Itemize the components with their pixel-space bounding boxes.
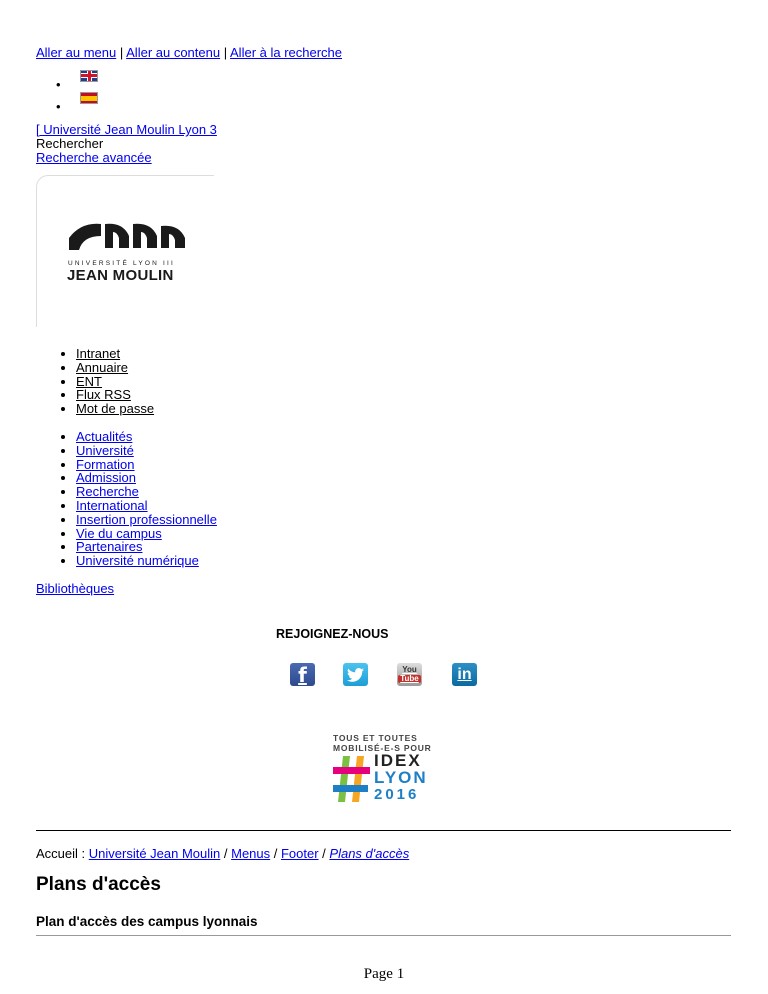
main-navigation (58, 430, 217, 568)
facebook-icon[interactable] (290, 663, 315, 686)
idex-year: 2016 (374, 786, 420, 803)
search-label: Rechercher (36, 136, 104, 151)
list-item (76, 375, 154, 389)
breadcrumb-item-footer[interactable]: Footer (280, 846, 319, 861)
breadcrumb-item-menus[interactable]: Menus (231, 846, 271, 861)
list-item (76, 540, 217, 554)
breadcrumb-separator: / (318, 846, 330, 861)
university-home-link[interactable]: [ Université Jean Moulin Lyon 3 (36, 122, 217, 137)
language-english-link[interactable] (80, 74, 98, 89)
idex-wordmark (374, 752, 428, 803)
youtube-text-top: You (402, 665, 417, 674)
list-item (76, 388, 154, 402)
twitter-bird-icon (347, 668, 364, 682)
idex-word: IDEX (374, 751, 422, 770)
breadcrumb-prefix: Accueil : (36, 846, 89, 861)
ent-link[interactable]: ENT (76, 373, 102, 389)
list-item (76, 361, 154, 375)
idex-tagline-line2: MOBILISÉ-E-S POUR (333, 743, 432, 753)
nav-training[interactable]: Formation (76, 456, 135, 472)
linkedin-icon[interactable] (452, 663, 477, 686)
list-item (76, 513, 217, 527)
idex-tagline (333, 733, 432, 753)
breadcrumb-separator: / (270, 846, 281, 861)
flag-uk-icon (80, 70, 98, 82)
page-title: Plans d'accès (36, 874, 161, 895)
list-item (76, 485, 217, 499)
nav-university[interactable]: Université (76, 442, 134, 458)
nav-career[interactable]: Insertion professionnelle (76, 511, 217, 527)
divider (36, 830, 731, 831)
list-item (76, 499, 217, 513)
list-item (76, 430, 217, 444)
idex-hashtag-icon (333, 754, 371, 804)
rss-feed-link[interactable]: Flux RSS (76, 387, 131, 403)
skip-to-content-link[interactable]: Aller au contenu (126, 45, 221, 60)
language-item-spanish (36, 96, 98, 118)
university-logo[interactable] (36, 175, 214, 327)
list-item (76, 402, 154, 416)
language-list (36, 74, 98, 118)
youtube-text-bottom: Tube (400, 674, 419, 683)
flag-es-icon (80, 92, 98, 104)
separator: | (119, 45, 124, 60)
nav-digital-university[interactable]: Université numérique (76, 553, 199, 569)
list-item (76, 471, 217, 485)
nav-campus-life[interactable]: Vie du campus (76, 525, 162, 541)
nav-news[interactable]: Actualités (76, 429, 133, 444)
list-item (76, 554, 217, 568)
list-item (76, 458, 217, 472)
password-link[interactable]: Mot de passe (76, 401, 155, 417)
logo-text-large: JEAN MOULIN (67, 267, 174, 284)
idex-tagline-line1: TOUS ET TOUTES (333, 733, 418, 743)
divider (36, 935, 731, 936)
nav-partners[interactable]: Partenaires (76, 539, 143, 555)
breadcrumb-current-label: Plans d'accès (329, 846, 410, 861)
libraries-link[interactable]: Bibliothèques (36, 581, 115, 596)
breadcrumb-separator: / (220, 846, 232, 861)
youtube-icon[interactable] (397, 663, 422, 686)
directory-link[interactable]: Annuaire (76, 359, 129, 375)
page-number: Page 1 (363, 966, 405, 982)
logo-arches-icon (67, 218, 187, 260)
nav-admission[interactable]: Admission (76, 470, 136, 486)
twitter-icon[interactable] (343, 663, 368, 686)
utility-links (58, 347, 154, 416)
section-title: Plan d'accès des campus lyonnais (36, 914, 258, 929)
facebook-glyph: f (298, 662, 307, 687)
nav-international[interactable]: International (76, 497, 148, 513)
intranet-link[interactable]: Intranet (76, 346, 121, 361)
nav-research[interactable]: Recherche (76, 484, 139, 500)
breadcrumb (36, 846, 409, 862)
skip-to-search-link[interactable]: Aller à la recherche (230, 45, 343, 60)
advanced-search-link[interactable]: Recherche avancée (36, 150, 152, 165)
list-item (76, 444, 217, 458)
logo-text-small: UNIVERSITÉ LYON III (68, 260, 176, 267)
idex-word-lyon: LYON (374, 768, 428, 787)
separator: | (223, 45, 228, 60)
social-heading: REJOIGNEZ-NOUS (276, 627, 389, 641)
language-spanish-link[interactable] (80, 96, 98, 111)
breadcrumb-item-university[interactable]: Université Jean Moulin (88, 846, 221, 861)
breadcrumb-current[interactable] (329, 846, 409, 861)
skip-to-menu-link[interactable]: Aller au menu (36, 45, 117, 60)
skip-links (36, 45, 342, 61)
list-item (76, 347, 154, 361)
linkedin-glyph: in (457, 665, 472, 683)
list-item (76, 527, 217, 541)
